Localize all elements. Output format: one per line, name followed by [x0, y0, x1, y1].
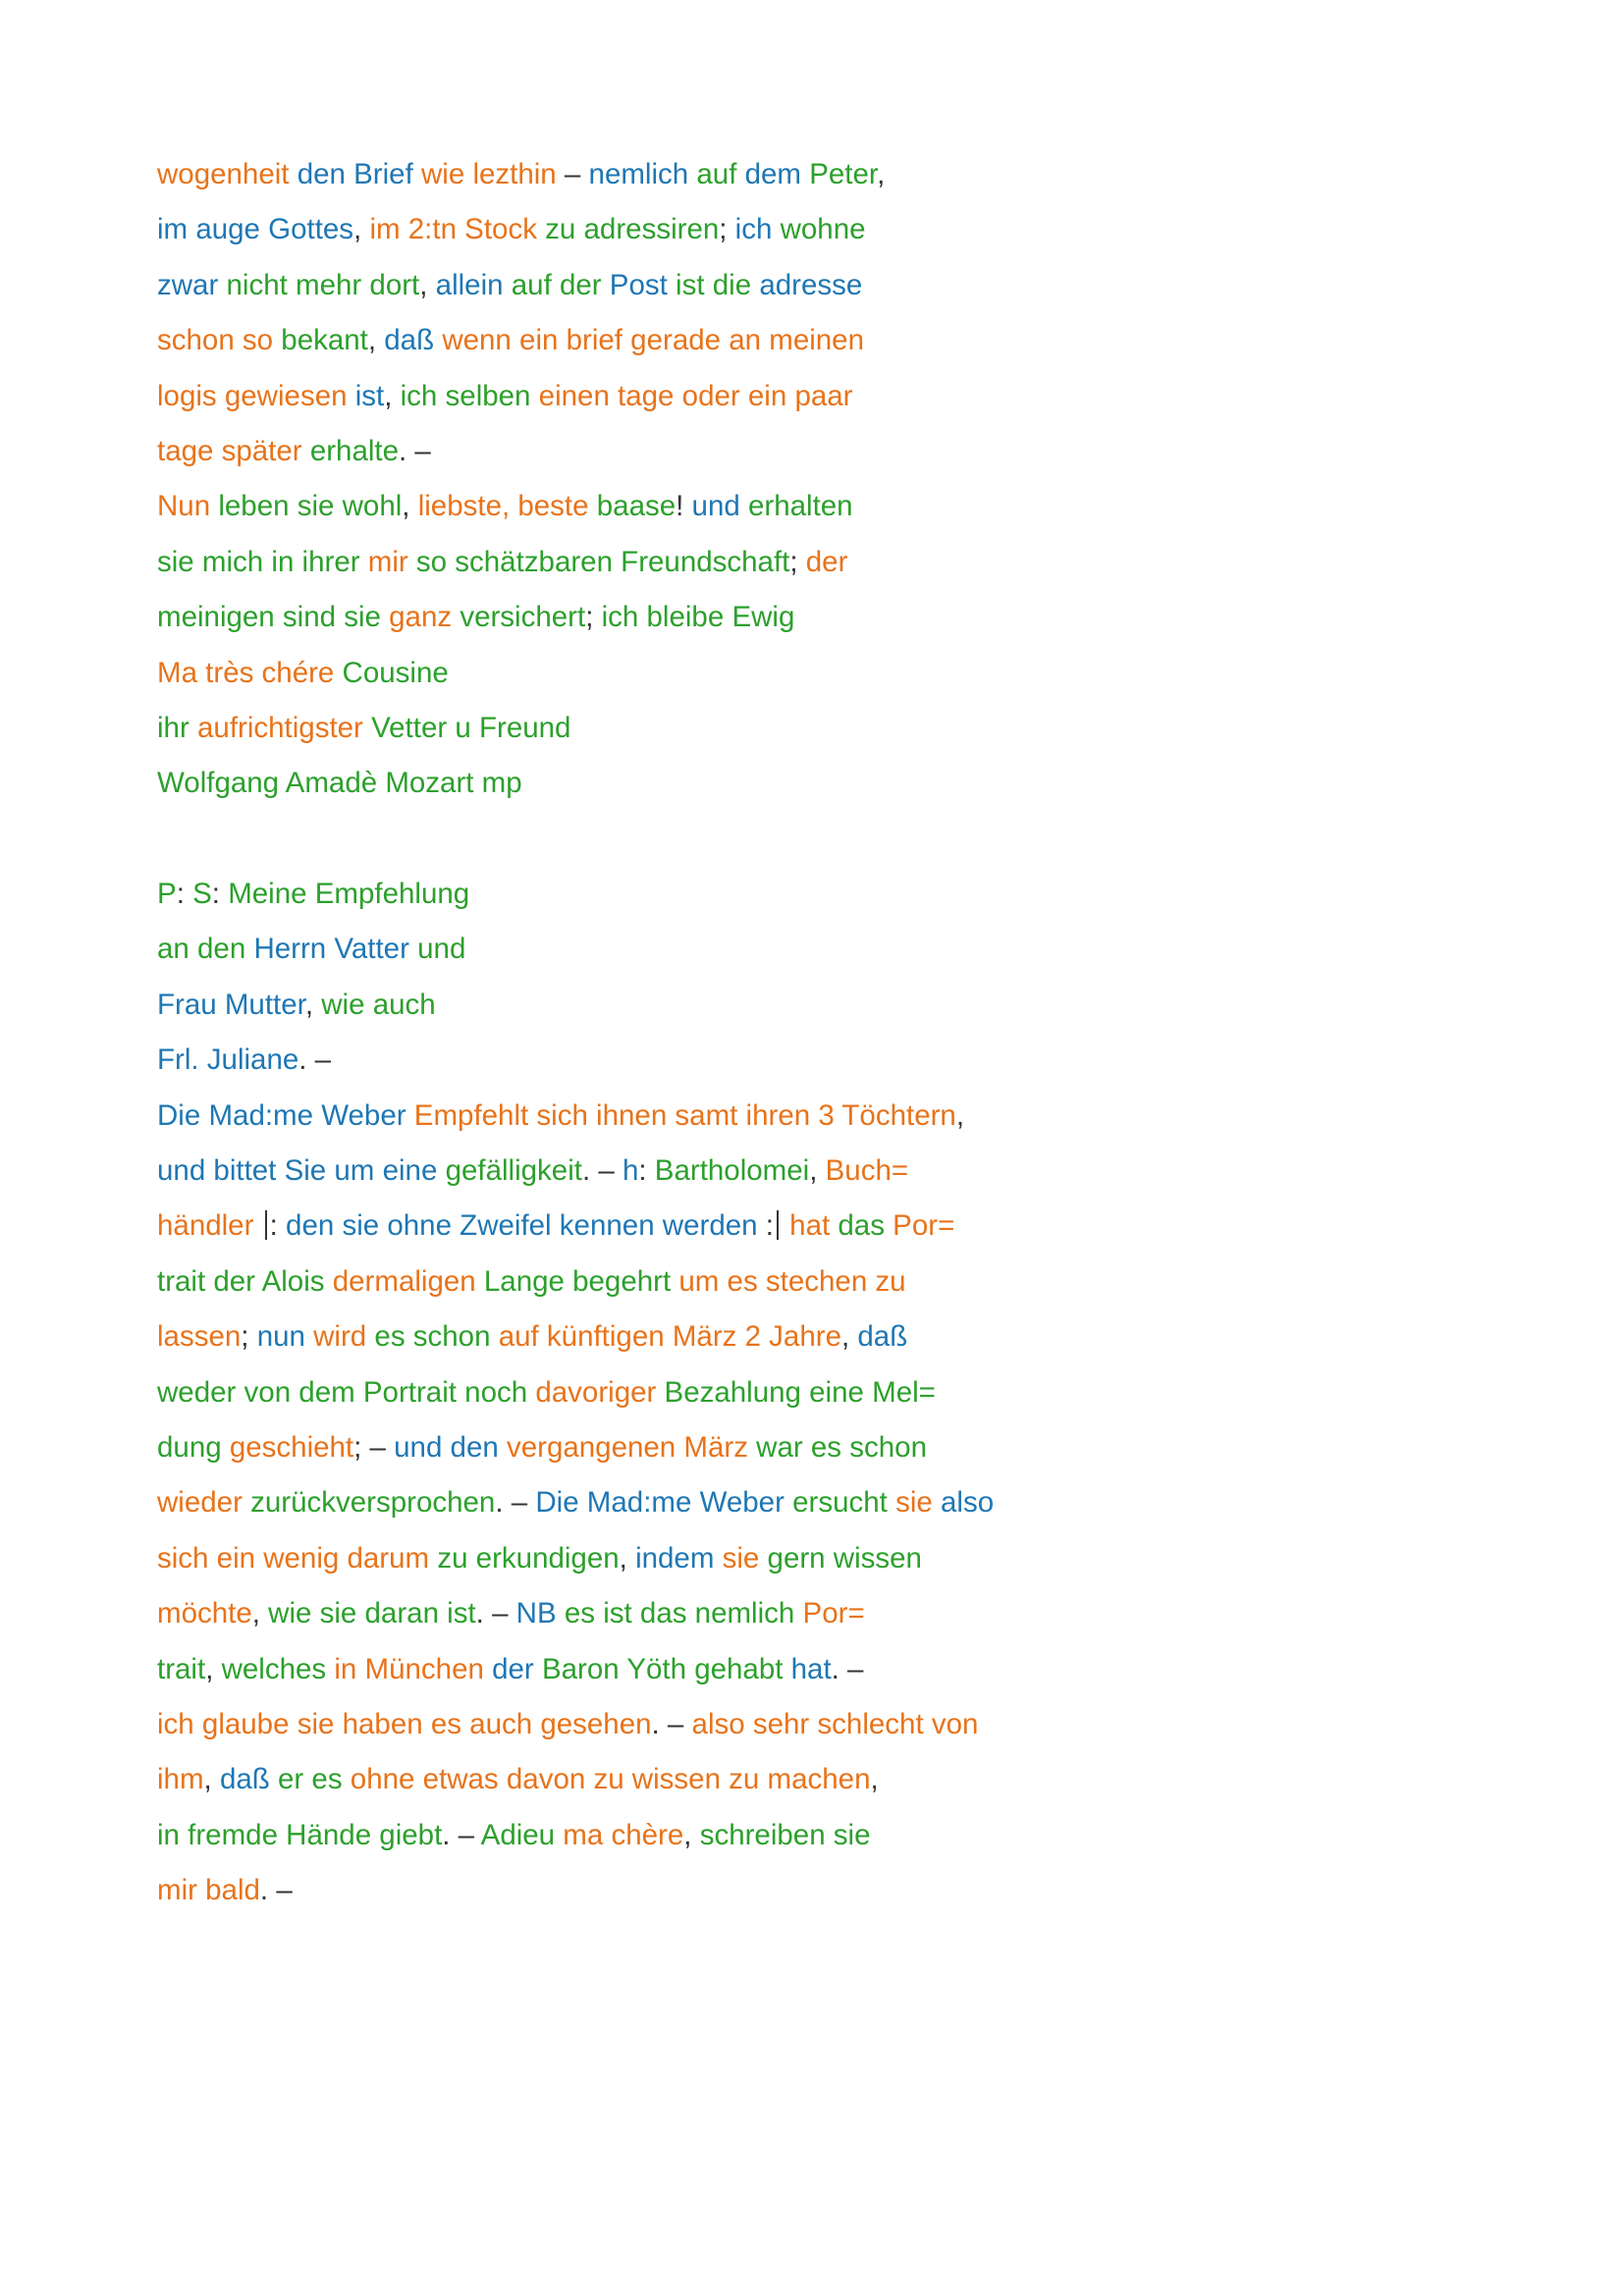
text-line: [157, 1420, 1434, 1475]
text-segment: [534, 1653, 542, 1685]
text-segment: Wolfgang Amadè Mozart mp: [157, 767, 522, 800]
text-segment: ;: [789, 545, 806, 578]
text-segment: [885, 1209, 893, 1242]
text-segment: [740, 490, 748, 522]
text-segment: mir: [367, 545, 408, 578]
text-segment: [537, 213, 545, 245]
text-segment: . –: [298, 1043, 332, 1077]
text-segment: [782, 1209, 789, 1242]
text-segment: [656, 1376, 664, 1409]
text-segment: so schätzbaren Freundschaft: [415, 545, 790, 578]
text-segment: NB: [515, 1597, 557, 1630]
text-line: [157, 258, 1434, 313]
blank-line: [157, 812, 1434, 867]
text-line: [157, 479, 1434, 534]
text-line: [157, 1199, 1434, 1254]
text-segment: auf: [696, 158, 737, 190]
text-segment: [381, 601, 389, 633]
text-segment: ,: [955, 1098, 965, 1132]
text-segment: [406, 1099, 414, 1132]
text-segment: Meine Empfehlung: [228, 878, 470, 911]
text-segment: liebste, beste: [417, 490, 589, 523]
text-segment: Bezahlung eine Mel=: [664, 1375, 936, 1409]
text-segment: ich: [734, 213, 773, 246]
text-segment: ohne etwas davon zu wissen zu machen: [350, 1763, 871, 1796]
text-segment: Herrn Vatter: [253, 933, 409, 966]
text-segment: auf künftigen März 2 Jahre: [498, 1320, 841, 1354]
text-segment: [748, 1431, 756, 1464]
text-segment: und: [691, 490, 740, 523]
text-segment: Lange begehrt: [483, 1264, 672, 1298]
text-segment: dung: [157, 1430, 222, 1464]
text-segment: [302, 435, 310, 467]
text-segment: ,: [619, 1541, 636, 1575]
text-segment: Por=: [893, 1209, 955, 1243]
text-segment: [270, 1763, 278, 1795]
text-segment: [772, 213, 780, 245]
text-line: [157, 1808, 1434, 1863]
text-segment: weder von dem Portrait noch: [157, 1375, 528, 1409]
text-segment: vergangenen März: [506, 1430, 748, 1464]
text-segment: baase: [596, 490, 677, 523]
text-segment: Frl. Juliane: [157, 1043, 299, 1077]
text-segment: erhalten: [747, 490, 853, 523]
text-segment: lassen: [157, 1320, 242, 1354]
text-segment: ich bleibe Ewig: [601, 601, 795, 634]
text-segment: S: [192, 878, 212, 911]
text-segment: Buch=: [825, 1154, 909, 1188]
text-segment: ; –: [353, 1430, 395, 1464]
text-line: [157, 1033, 1434, 1088]
text-segment: war es schon: [756, 1430, 927, 1464]
text-segment: ,: [840, 1320, 858, 1354]
text-segment: [785, 1486, 792, 1519]
text-segment: . –: [442, 1818, 481, 1851]
text-line: [157, 922, 1434, 977]
text-segment: um es stechen zu: [678, 1264, 906, 1298]
text-segment: wohne: [780, 213, 866, 246]
text-segment: [325, 1265, 333, 1298]
text-line: [157, 701, 1434, 756]
text-segment: aufrichtigster: [197, 711, 363, 744]
text-segment: daß: [857, 1320, 908, 1354]
text-segment: also: [941, 1486, 995, 1520]
text-line: [157, 1642, 1434, 1697]
text-segment: . –: [581, 1154, 623, 1188]
text-segment: ersucht: [792, 1486, 888, 1520]
text-segment: :: [176, 878, 193, 911]
text-segment: Por=: [802, 1597, 865, 1630]
text-line: [157, 590, 1434, 645]
text-segment: ,: [877, 158, 886, 190]
text-segment: h: [622, 1154, 639, 1188]
text-segment: auf der: [511, 268, 602, 301]
text-segment: meinigen sind sie: [157, 601, 381, 634]
text-segment: nun: [256, 1320, 305, 1354]
text-segment: Ma très chére: [157, 656, 335, 689]
text-segment: [491, 1320, 499, 1353]
text-segment: zu erkundigen: [437, 1541, 620, 1575]
text-segment: den sie ohne Zweifel kennen werden: [286, 1209, 758, 1243]
text-segment: ;: [719, 213, 735, 246]
text-segment: möchte: [157, 1597, 252, 1630]
text-line: [157, 424, 1434, 479]
text-segment: :: [757, 1209, 774, 1243]
text-segment: sie: [722, 1541, 760, 1575]
text-segment: leben sie wohl: [218, 490, 403, 523]
text-segment: ,: [809, 1154, 826, 1188]
text-segment: er es: [278, 1763, 343, 1796]
text-segment: wenn ein brief gerade an meinen: [442, 324, 864, 357]
text-segment: :: [211, 878, 229, 911]
text-line: [157, 978, 1434, 1033]
text-line: [157, 1863, 1434, 1918]
text-segment: [801, 158, 809, 190]
text-segment: ,: [203, 1763, 220, 1796]
vertical-bar-mark: [777, 1210, 779, 1240]
text-segment: in München: [334, 1652, 484, 1685]
text-segment: gern wissen: [767, 1541, 922, 1575]
text-segment: ,: [367, 324, 385, 357]
text-segment: [360, 546, 368, 578]
text-segment: ,: [384, 379, 401, 412]
text-segment: ist: [354, 379, 385, 412]
text-segment: . –: [475, 1597, 516, 1630]
text-segment: der: [492, 1652, 534, 1685]
text-line: [157, 147, 1434, 202]
text-segment: ich selben: [400, 379, 531, 412]
text-segment: Peter: [809, 158, 878, 190]
text-segment: . –: [399, 434, 431, 467]
text-segment: und: [417, 933, 466, 966]
text-segment: [499, 1431, 507, 1464]
text-segment: wogenheit: [157, 158, 290, 190]
text-segment: versichert: [460, 601, 586, 634]
text-segment: [484, 1653, 492, 1685]
text-line: [157, 646, 1434, 701]
text-segment: ist die: [676, 268, 752, 301]
text-segment: sich ein wenig darum: [157, 1541, 430, 1575]
text-segment: und den: [394, 1430, 499, 1464]
text-segment: [408, 546, 416, 578]
text-segment: [290, 158, 298, 190]
text-segment: [714, 1542, 722, 1575]
text-segment: welches: [221, 1652, 327, 1685]
text-segment: und bittet Sie um eine: [157, 1154, 438, 1188]
text-segment: [668, 269, 676, 301]
text-segment: . –: [651, 1707, 692, 1740]
text-segment: das: [838, 1209, 885, 1243]
text-segment: [253, 1209, 261, 1242]
text-segment: zwar: [157, 268, 219, 301]
text-segment: [243, 1486, 250, 1519]
text-segment: Adieu: [480, 1818, 556, 1851]
text-segment: nicht mehr dort: [226, 268, 420, 301]
text-line: [157, 1255, 1434, 1309]
text-segment: [759, 1542, 767, 1575]
text-segment: ma chère: [563, 1818, 684, 1851]
text-segment: Vetter u Freund: [371, 711, 571, 744]
text-segment: [476, 1265, 484, 1298]
text-segment: Frau Mutter: [157, 988, 305, 1021]
text-segment: :: [269, 1209, 287, 1243]
text-segment: nemlich: [588, 158, 689, 190]
text-line: [157, 1089, 1434, 1144]
text-segment: wie auch: [321, 988, 436, 1021]
text-segment: wie lezthin: [420, 158, 557, 190]
text-segment: . –: [831, 1652, 864, 1685]
text-segment: Nun: [157, 490, 211, 523]
text-segment: es schon: [374, 1320, 491, 1354]
letter-text: [157, 147, 1434, 1919]
text-segment: hat: [790, 1652, 832, 1685]
text-segment: in fremde Hände giebt: [157, 1818, 443, 1851]
text-segment: daß: [384, 324, 435, 357]
text-segment: erhalte: [309, 434, 400, 467]
text-line: [157, 1586, 1434, 1641]
text-line: [157, 1752, 1434, 1807]
text-segment: [222, 1431, 230, 1464]
text-line: [157, 1475, 1434, 1530]
text-segment: [736, 158, 744, 190]
text-segment: [933, 1486, 941, 1519]
text-segment: Bartholomei: [654, 1154, 810, 1188]
text-segment: ,: [870, 1763, 879, 1796]
text-segment: im 2:tn Stock: [369, 213, 537, 246]
text-segment: ich glaube sie haben es auch gesehen: [157, 1707, 652, 1740]
text-segment: schon so: [157, 324, 274, 357]
text-segment: ihr: [157, 711, 189, 744]
text-segment: sie: [895, 1486, 933, 1520]
text-segment: P: [157, 878, 177, 911]
text-segment: ,: [402, 490, 418, 523]
text-segment: [218, 269, 226, 301]
text-segment: adresse: [759, 268, 863, 301]
text-segment: dermaligen: [332, 1264, 476, 1298]
text-segment: . –: [495, 1486, 536, 1520]
text-segment: :: [638, 1154, 655, 1188]
text-segment: Die Mad:me Weber: [535, 1486, 785, 1520]
text-segment: [305, 1320, 313, 1353]
text-line: [157, 202, 1434, 257]
text-segment: hat: [789, 1209, 831, 1243]
text-segment: trait: [157, 1652, 206, 1685]
text-segment: es ist das nemlich: [564, 1597, 795, 1630]
text-segment: mir bald: [157, 1874, 260, 1907]
text-segment: [783, 1653, 790, 1685]
text-line: [157, 1531, 1434, 1586]
text-segment: den Brief: [297, 158, 413, 190]
text-segment: ,: [205, 1652, 222, 1685]
text-line: [157, 867, 1434, 922]
text-segment: zurückversprochen: [250, 1486, 496, 1520]
text-segment: indem: [635, 1541, 715, 1575]
text-segment: sie mich in ihrer: [157, 545, 360, 578]
text-segment: [589, 490, 597, 522]
text-segment: [409, 933, 417, 965]
text-segment: ihm: [157, 1763, 204, 1796]
text-segment: ,: [304, 988, 322, 1021]
text-segment: gefälligkeit: [445, 1154, 582, 1188]
text-segment: wird: [313, 1320, 367, 1354]
text-segment: händler: [157, 1209, 254, 1243]
text-segment: [437, 1154, 445, 1187]
text-segment: !: [676, 490, 692, 523]
text-segment: ,: [683, 1818, 700, 1851]
text-segment: daß: [219, 1763, 270, 1796]
vertical-bar-mark: [265, 1210, 267, 1240]
text-segment: ,: [251, 1597, 269, 1630]
text-line: [157, 756, 1434, 811]
text-segment: [334, 657, 342, 689]
text-segment: bekant: [281, 324, 368, 357]
text-segment: [363, 712, 371, 744]
text-segment: [348, 380, 355, 412]
text-segment: [343, 1763, 351, 1795]
text-line: [157, 1365, 1434, 1420]
text-segment: [413, 158, 421, 190]
text-segment: Cousine: [342, 656, 449, 689]
text-line: [157, 1697, 1434, 1752]
text-line: [157, 369, 1434, 424]
text-segment: [530, 380, 538, 412]
text-segment: ganz: [389, 601, 453, 634]
text-segment: –: [556, 158, 589, 190]
text-segment: also sehr schlecht von: [691, 1707, 979, 1740]
text-segment: allein: [435, 268, 504, 301]
text-segment: wieder: [157, 1486, 243, 1520]
text-line: [157, 313, 1434, 368]
text-segment: [602, 269, 610, 301]
text-segment: . –: [259, 1874, 293, 1907]
text-segment: ;: [241, 1320, 257, 1354]
text-segment: Baron Yöth gehabt: [541, 1652, 784, 1685]
text-line: [157, 1309, 1434, 1364]
text-segment: Empfehlt sich ihnen samt ihren 3 Töchtern: [413, 1098, 956, 1132]
text-segment: [557, 1597, 565, 1629]
text-segment: [888, 1486, 895, 1519]
text-segment: an den: [157, 933, 246, 966]
text-segment: zu adressiren: [545, 213, 720, 246]
text-segment: geschieht: [229, 1430, 354, 1464]
text-segment: tage später: [157, 434, 302, 467]
text-segment: schreiben sie: [699, 1818, 871, 1851]
text-segment: ,: [419, 268, 436, 301]
text-line: [157, 535, 1434, 590]
text-line: [157, 1144, 1434, 1199]
text-segment: logis gewiesen: [157, 379, 348, 412]
text-segment: [794, 1597, 802, 1629]
text-segment: trait der Alois: [157, 1264, 325, 1298]
text-segment: der: [805, 545, 848, 578]
text-segment: davoriger: [535, 1375, 657, 1409]
text-segment: dem: [744, 158, 801, 190]
text-segment: Post: [609, 268, 668, 301]
text-segment: ,: [353, 213, 370, 246]
text-segment: wie sie daran ist: [268, 1597, 476, 1630]
text-segment: einen tage oder ein paar: [538, 379, 853, 412]
text-segment: im auge Gottes: [157, 213, 354, 246]
text-segment: ;: [585, 601, 602, 634]
text-segment: [504, 269, 512, 301]
text-segment: Die Mad:me Weber: [157, 1098, 406, 1132]
text-segment: [189, 712, 197, 744]
